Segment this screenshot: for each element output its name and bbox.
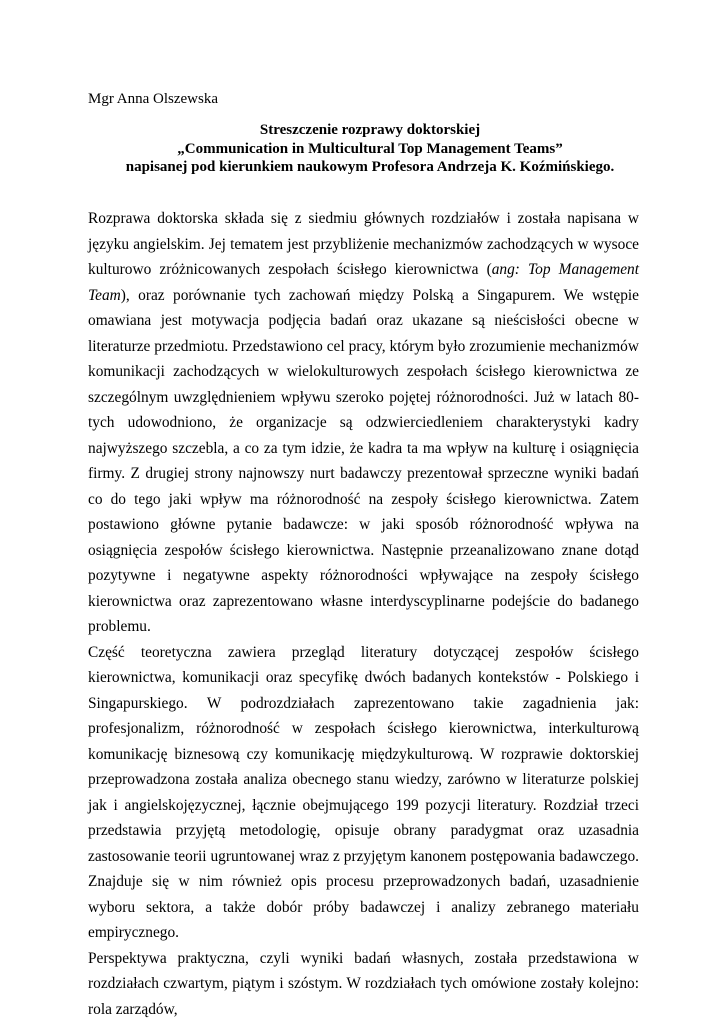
paragraph-1-text-start: Rozprawa doktorska składa się z siedmiu głównych rozdziałów i została napisana w języku angielskim. Jej tematem jest przybliżenie mechanizmów zachodzących w wysoce kulturowo zróżnicowanych zespołach ścisłego kierownictwa ( [88,210,639,278]
title-line-2: „Communication in Multicultural Top Management Teams” [177,140,563,157]
author-name: Mgr Anna Olszewska [88,91,218,107]
paragraph-practical-part: Perspektywa praktyczna, czyli wyniki badań własnych, została przedstawiona w rozdziałach czwartym, piątym i szóstym. W rozdziałach tych omówione zostały kolejno: rola zarządów, [88,949,639,1018]
document-body [88,206,639,1022]
paragraph-1-text-end: ), oraz porównanie tych zachowań między Polską a Singapurem. We wstępie omawiana jest motywacja podjęcia badań oraz ukazane są nieścisłości obecne w literaturze przedmiotu. Przedstawiono cel pracy, którym było zrozumienie mechanizmów komunikacji zachodzących w wielokulturowych zespołach ścisłego kierownictwa ze szczególnym uwzględnieniem wpływu szeroko pojętej różnorodności. Już w latach 80-tych udowodniono, że organizacje są odzwierciedleniem charakterystyki kadry najwyższego szczebla, a co za tym idzie, że kadra ta ma wpływ na kulturę i osiągnięcia firmy. Z drugiej strony najnowszy nurt badawczy prezentował sprzeczne wyniki badań co do tego jaki wpływ ma różnorodność na zespoły ścisłego kierownictwa. Zatem postawiono główne pytanie badawcze: w jaki sposób różnorodność wpływa na osiągnięcia zespołów ścisłego kierownictwa. Następnie przeanalizowano znane dotąd pozytywne i negatywne aspekty różnorodności wpływające na zespoły ścisłego kierownictwa oraz zaprezentowano własne interdyscyplinarne podejście do badanego problemu. [88,286,639,635]
title-line-1: Streszczenie rozprawy doktorskiej [259,122,481,138]
document-title [60,121,680,177]
paragraph-theoretical-part: Część teoretyczna zawiera przegląd literatury dotyczącej zespołów ścisłego kierownictwa, komunikacji oraz specyfikę dwóch badanych kontekstów - Polskiego i Singapurskiego. W podrozdziałach zaprezentowano takie zagadnienia jak: profesjonalizm, różnorodność w zespołach ścisłego kierownictwa, interkulturową komunikację biznesową czy komunikację międzykulturową. W rozprawie doktorskiej przeprowadzona została analiza obecnego stanu wiedzy, zarówno w literaturze polskiej jak i angielskojęzycznej, łącznie obejmującego 199 pozycji literatury. Rozdział trzeci przedstawia przyjętą metodologię, opisuje obrany paradygmat oraz uzasadnia zastosowanie teorii ugruntowanej wraz z przyjętym kanonem postępowania badawczego. Znajduje się w nim również opis procesu przeprowadzonych badań, uzasadnienie wyboru sektora, a także dobór próby badawczej i analizy zebranego materiału empirycznego. [88,643,639,941]
title-line-3: napisanej pod kierunkiem naukowym Profesora Andrzeja K. Koźmińskiego. [125,159,615,175]
paragraph-1-english-term: ang: Top Management Team [88,261,639,304]
paragraph-introduction [88,206,639,640]
